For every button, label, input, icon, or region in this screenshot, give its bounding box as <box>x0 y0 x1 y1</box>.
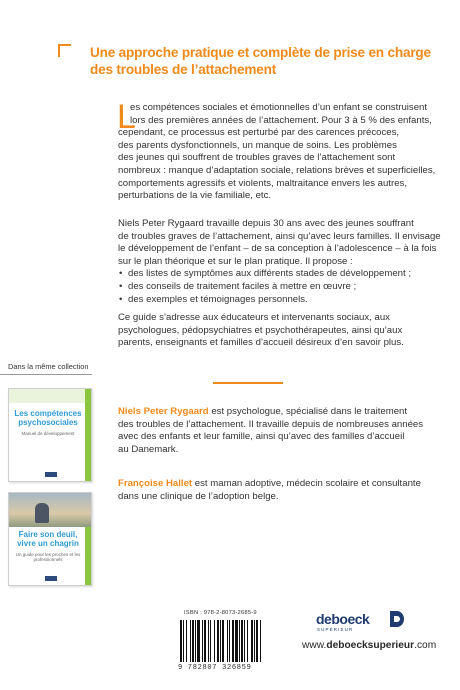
book-cover-photo <box>9 493 91 527</box>
collection-book-cover <box>8 492 92 586</box>
barcode-bars <box>180 620 288 662</box>
author-work-paragraph <box>118 218 441 306</box>
book-subtitle: Manuel de développement <box>21 431 75 436</box>
barcode-stripe <box>251 620 253 662</box>
section-divider <box>213 382 283 384</box>
audience-paragraph <box>118 312 438 350</box>
bio-line <box>118 478 438 491</box>
paragraph-line: Ce guide s’adresse aux éducateurs et intervenants sociaux, aux <box>118 312 390 323</box>
barcode-stripe <box>256 620 258 662</box>
book-publisher-logo <box>45 472 57 477</box>
publisher-website[interactable] <box>302 640 436 651</box>
book-title-line: Faire son deuil, <box>18 530 78 539</box>
barcode-stripe <box>222 620 224 662</box>
collection-book-cover <box>8 388 92 482</box>
author-bio-rygaard <box>118 406 438 456</box>
barcode-stripe <box>210 620 211 662</box>
intro-line: perturbations de la vie familiale, etc. <box>118 190 272 202</box>
barcode-stripe <box>244 620 245 662</box>
bio-text: est maman adoptive, médecin scolaire et consultante <box>192 478 421 489</box>
barcode-stripe <box>254 620 255 662</box>
proposal-list-item: • des listes de symptômes aux différents stades de développement ; <box>118 268 438 281</box>
intro-paragraph <box>117 98 438 203</box>
dropcap-letter: L <box>117 98 136 136</box>
publisher-logo <box>316 608 406 640</box>
intro-line: lors des premières années de l’attachement. Pour 3 à 5 % des enfants, <box>130 114 432 126</box>
barcode-stripe <box>260 620 261 662</box>
barcode-stripe <box>190 620 191 662</box>
bio-line <box>118 406 438 419</box>
intro-line: des jeunes qui souffrent de troubles graves de l’attachement sont <box>118 152 396 164</box>
url-prefix: www. <box>302 640 327 651</box>
corner-bracket-ornament <box>58 44 71 57</box>
barcode-stripe <box>241 620 243 662</box>
url-domain: deboecksuperieur <box>326 640 415 651</box>
bio-line: des troubles de l’attachement. Il travaille depuis de nombreuses années <box>118 418 424 430</box>
author-bio-hallet <box>118 478 438 503</box>
bio-line: avec des enfants et leur famille, ainsi qu’avec des familles d’accueil <box>118 431 405 443</box>
book-title <box>9 403 91 427</box>
paragraph-line: psychologues, pédopsychiatres et psychothérapeutes, ainsi qu’aux <box>118 324 403 336</box>
book-title <box>9 527 91 548</box>
publisher-d-icon <box>390 611 404 627</box>
barcode-stripe <box>227 620 228 662</box>
bio-text: est psychologue, spécialisé dans le traitement <box>208 406 408 417</box>
barcode-stripe <box>247 620 248 662</box>
barcode-stripe <box>204 620 206 662</box>
paragraph-line: le développement de l’enfant – de sa conception à l’adolescence – à la fois <box>118 243 437 255</box>
barcode-stripe <box>217 620 219 662</box>
barcode-stripe <box>214 620 215 662</box>
barcode-stripe <box>195 620 196 662</box>
proposal-list <box>118 268 438 306</box>
paragraph-line: de troubles graves de l’attachement, ainsi qu’avec leurs familles. Il envisage <box>118 230 441 242</box>
author-name: Niels Peter Rygaard <box>118 406 209 417</box>
paragraph-line: parents, enseignants et familles d’accueil désireux d’en savoir plus. <box>118 337 404 349</box>
seated-person-silhouette <box>35 503 49 523</box>
publisher-name: deboeck <box>316 611 370 627</box>
book-title-line: Les compétences <box>14 409 82 418</box>
bio-line: au Danemark. <box>118 443 179 455</box>
barcode-stripe <box>192 620 194 662</box>
barcode-number: 9 782807 326859 <box>178 664 252 672</box>
collection-label: Dans la même collection <box>8 362 89 371</box>
barcode-stripe <box>186 620 187 662</box>
barcode-stripe <box>202 620 203 662</box>
barcode-stripe <box>239 620 240 662</box>
headline-line: des troubles de l’attachement <box>90 62 277 77</box>
barcode-stripe <box>197 620 200 662</box>
barcode-stripe <box>208 620 209 662</box>
book-publisher-logo <box>45 576 57 581</box>
book-title-line: psychosociales <box>18 418 78 427</box>
proposal-list-item: • des exemples et témoignages personnels. <box>118 294 438 307</box>
intro-line: nombreux : manque d’adaptation sociale, relations brèves et superficielles, <box>118 164 436 176</box>
url-suffix: .com <box>414 640 437 651</box>
bio-line: dans une clinique de l’adoption belge. <box>118 490 279 502</box>
headline-line: Une approche pratique et complète de prise en charge <box>90 45 431 60</box>
intro-line: comportements agressifs et violents, maltraitance envers les autres, <box>118 177 408 189</box>
barcode-stripe <box>220 620 221 662</box>
barcode-stripe <box>232 620 234 662</box>
intro-line: cependant, ce processus est perturbé par des carences précoces, <box>118 127 400 139</box>
book-subtitle: Un guide pour les proches et les professionnels <box>15 552 81 562</box>
book-spine <box>85 389 91 481</box>
collection-rule <box>0 374 92 375</box>
headline <box>90 44 430 78</box>
publisher-tagline: SUPÉRIEUR <box>317 627 354 632</box>
book-top-band <box>9 389 91 403</box>
barcode-stripe <box>229 620 230 662</box>
paragraph-line: Niels Peter Rygaard travaille depuis 30 ans avec des jeunes souffrant <box>118 218 414 229</box>
isbn-label: ISBN : 978-2-8073-2685-9 <box>184 610 257 616</box>
book-title-line: vivre un chagrin <box>17 539 79 548</box>
barcode-stripe <box>235 620 238 662</box>
barcode-stripe <box>183 620 184 662</box>
proposal-list-item: • des conseils de traitement faciles à mettre en œuvre ; <box>118 281 438 294</box>
intro-line: des parents dysfonctionnels, un manque de soins. Les problèmes <box>118 139 397 151</box>
intro-line: es compétences sociales et émotionnelles d’un enfant se construisent <box>130 102 428 113</box>
barcode-stripe <box>180 620 182 662</box>
paragraph-line: sur le plan théorique et sur le plan pratique. Il propose : <box>118 255 353 267</box>
barcode <box>172 610 292 672</box>
author-name: Françoise Hallet <box>118 478 193 489</box>
